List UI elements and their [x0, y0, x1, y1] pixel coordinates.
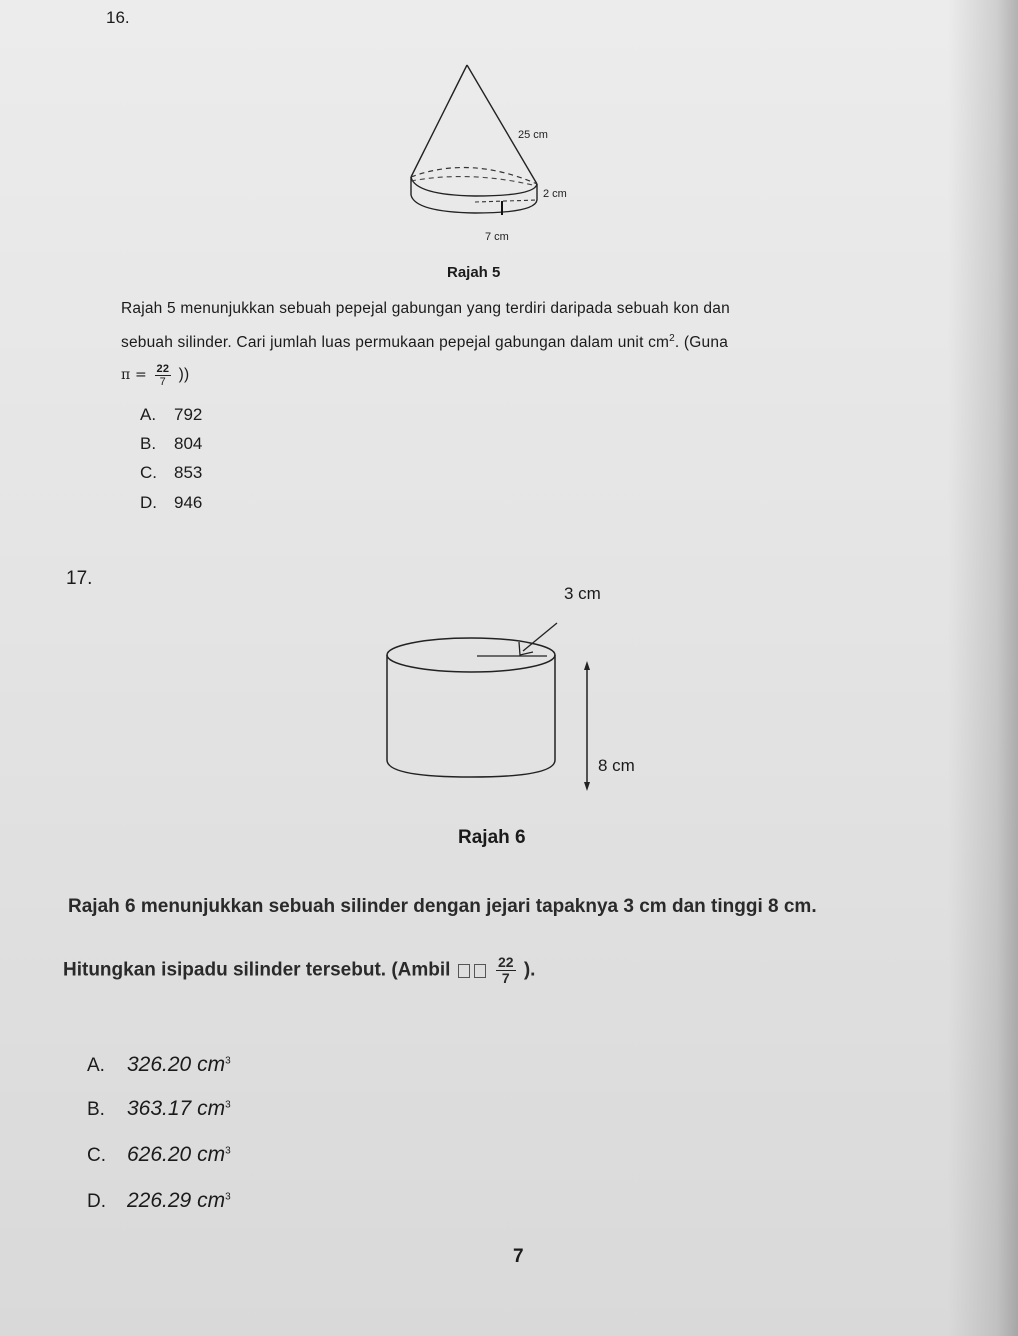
q17-option-d[interactable]: D. 226.29 $cm^3$ — [87, 1189, 231, 1212]
q17-cylinder-figure — [385, 615, 600, 795]
rajah-6-caption: Rajah 6 — [458, 827, 526, 848]
missing-glyph-box — [458, 964, 470, 978]
question-17-number: 17. — [66, 568, 93, 589]
page-number: 7 — [513, 1246, 524, 1267]
q17-height-label: 8 cm — [598, 756, 635, 775]
radius-pointer — [523, 623, 557, 651]
pi-value: π = $\frac{22}{7}$ )) — [121, 362, 190, 388]
slant-height-label: 25 cm — [518, 129, 548, 141]
cylinder-top-front — [411, 177, 537, 196]
q17-option-c[interactable]: C. 626.20 $cm^3$ — [87, 1143, 231, 1166]
missing-glyph-box — [474, 964, 486, 978]
q16-option-d[interactable]: D. 946 — [140, 493, 203, 512]
question-17-line-1: Rajah 6 menunjukkan sebuah silinder dengan jejari tapaknya 3 cm dan tinggi 8 cm. — [68, 896, 817, 917]
q16-cone-cylinder-figure — [395, 55, 595, 255]
question-16-number: 16. — [106, 8, 130, 27]
q17-fraction: $\frac{22}{7}$ — [498, 954, 514, 986]
rajah-5-caption: Rajah 5 — [447, 264, 501, 281]
pi-fraction: $\frac{22}{7}$ — [156, 362, 170, 388]
q16-option-a[interactable]: A. 792 — [140, 405, 203, 424]
cylinder-top-back — [411, 177, 537, 186]
q17-radius-label: 3 cm — [564, 584, 601, 603]
q17-option-a[interactable]: A. 326.20 $cm^3$ — [87, 1053, 231, 1076]
question-17-line-2: Hitungkan isipadu silinder tersebut. (Ambil $\frac{22}{7}$ ). — [63, 954, 536, 986]
cylinder-top-ellipse — [387, 638, 555, 672]
question-16-line-2: sebuah silinder. Cari jumlah luas permukaan pepejal gabungan dalam unit $cm^2$. (Guna — [121, 333, 729, 352]
cylinder-height-label: 2 cm — [543, 188, 567, 200]
cone-left-edge — [411, 65, 467, 177]
q16-option-b[interactable]: B. 804 — [140, 434, 203, 453]
cone-right-edge — [467, 65, 537, 184]
cylinder-bottom-arc — [387, 760, 555, 777]
radius-label: 7 cm — [485, 231, 509, 243]
cone-base-back — [411, 168, 537, 184]
page-edge-shadow — [948, 0, 1018, 1336]
q16-option-c[interactable]: C. 853 — [140, 463, 203, 482]
question-16-line-1: Rajah 5 menunjukkan sebuah pepejal gabungan yang terdiri daripada sebuah kon dan — [121, 300, 730, 317]
q17-option-b[interactable]: B. 363.17 $cm^3$ — [87, 1097, 231, 1120]
question-16-text — [121, 294, 883, 390]
cylinder-bottom-front — [411, 195, 537, 213]
